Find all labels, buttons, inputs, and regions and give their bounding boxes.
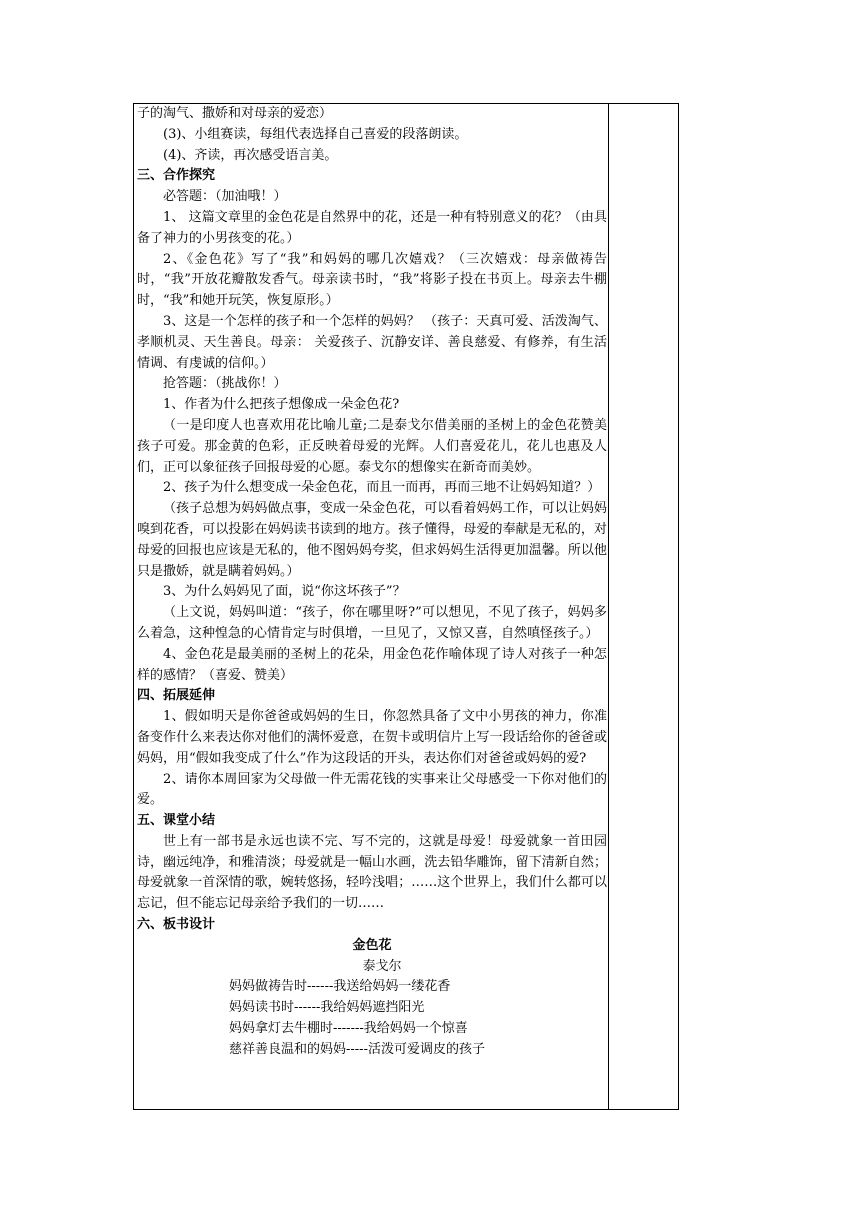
summary-text: 世上有一部书是永远也读不完、写不完的，这就是母爱！母爱就象一首田园诗，幽远纯净，和雅清淡；母爱就是一幅山水画，洗去铅华雕饰，留下清新自然；母爱就象一首深情的歌，婉转悠扬，轻吟浅唱；……这个世界上，我们什么都可以忘记，但不能忘记母亲给予我们的一切……: [137, 833, 607, 912]
intro-line-2: (3)、小组赛读，每组代表选择自己喜爱的段落朗读。: [163, 126, 468, 142]
section6-heading: 六、板书设计: [137, 917, 216, 933]
section5-heading: 五、课堂小结: [137, 813, 216, 829]
challenge-2-answer: （孩子总想为妈妈做点事，变成一朵金色花，可以看着妈妈工作，可以让妈妈嗅到花香，可以投影在妈妈读书读到的地方。孩子懂得，母爱的奉献是无私的，对母爱的回报也应该是无私的，他不图妈妈夸奖，但求妈妈生活得更加温馨。所以他只是撒娇，就是瞒着妈妈。）: [137, 501, 607, 579]
board-line: 妈妈拿灯去牛棚时-------我给妈妈一个惊喜: [229, 1021, 468, 1037]
lesson-content: [137, 104, 607, 1061]
challenge-4: 4、金色花是最美丽的圣树上的花朵，用金色花作喻体现了诗人对孩子一种怎样的感情？（喜爱、赞美）: [137, 646, 607, 683]
challenge-label: 抢答题：（挑战你！）: [163, 376, 287, 392]
required-label: 必答题：（加油哦！）: [163, 189, 287, 205]
section3-heading: 三、合作探究: [137, 168, 216, 184]
extension-task-2: 2、请你本周回家为父母做一件无需花钱的实事来让父母感受一下你对他们的爱。: [137, 771, 607, 808]
challenge-3-answer: （上文说，妈妈叫道：“孩子，你在哪里呀?”可以想见，不见了孩子，妈妈多么着急，这种惶急的心情肯定与时俱增，一旦见了，又惊又喜，自然嗔怪孩子。）: [137, 605, 607, 641]
challenge-2: 2、孩子为什么想变成一朵金色花，而且一而再，再而三地不让妈妈知道？）: [163, 480, 601, 496]
challenge-1-answer: （一是印度人也喜欢用花比喻儿童;二是泰戈尔借美丽的圣树上的金色花赞美孩子可爱。那金黄的色彩，正反映着母爱的光辉。人们喜爱花儿，花儿也惠及人们，正可以象征孩子回报母爱的心愿。泰戈尔的想像实在新奇而美妙。: [137, 417, 607, 475]
board-title: 金色花: [352, 937, 392, 953]
table-column-divider: [608, 103, 609, 1110]
question-1: 1、 这篇文章里的金色花是自然界中的花，还是一种有特别意义的花？（由具备了神力的小男孩变的花。）: [137, 209, 607, 246]
board-design: [137, 936, 607, 1061]
board-author: 泰戈尔: [362, 958, 402, 974]
question-3: 3、这是一个怎样的孩子和一个怎样的妈妈？ （孩子：天真可爱、活泼淘气、 孝顺机灵、天生善良。母亲： 关爱孩子、沉静安详、善良慈爱、有修养，有生活情调、有虔诚的信仰。）: [137, 313, 607, 371]
intro-line-3: (4)、齐读，再次感受语言美。: [163, 147, 338, 163]
board-line: 妈妈读书时------我给妈妈遮挡阳光: [229, 1000, 425, 1016]
board-line: 慈祥善良温和的妈妈-----活泼可爱调皮的孩子: [229, 1041, 485, 1057]
intro-line-1: 子的淘气、撒娇和对母亲的爱恋）: [137, 106, 333, 121]
board-line: 妈妈做祷告时------我送给妈妈一缕花香: [229, 979, 451, 995]
challenge-3: 3、为什么妈妈见了面，说“你这坏孩子”？: [163, 584, 406, 600]
section4-heading: 四、拓展延伸: [137, 688, 216, 704]
extension-task-1: 1、假如明天是你爸爸或妈妈的生日，你忽然具备了文中小男孩的神力，你准备变作什么来表达你对他们的满怀爱意，在贺卡或明信片上写一段话给你的爸爸或妈妈，用“假如我变成了什么”作为这段话的开头，表达你们对爸爸或妈妈的爱?: [137, 709, 607, 766]
question-2: 2、《金色花》写了“我”和妈妈的哪几次嬉戏？（三次嬉戏：母亲做祷告时，“我”开放花瓣散发香气。母亲读书时，“我”将影子投在书页上。母亲去牛棚时，“我”和她开玩笑，恢复原形。）: [137, 251, 607, 309]
challenge-1: 1、作者为什么把孩子想像成一朵金色花?: [163, 397, 400, 413]
